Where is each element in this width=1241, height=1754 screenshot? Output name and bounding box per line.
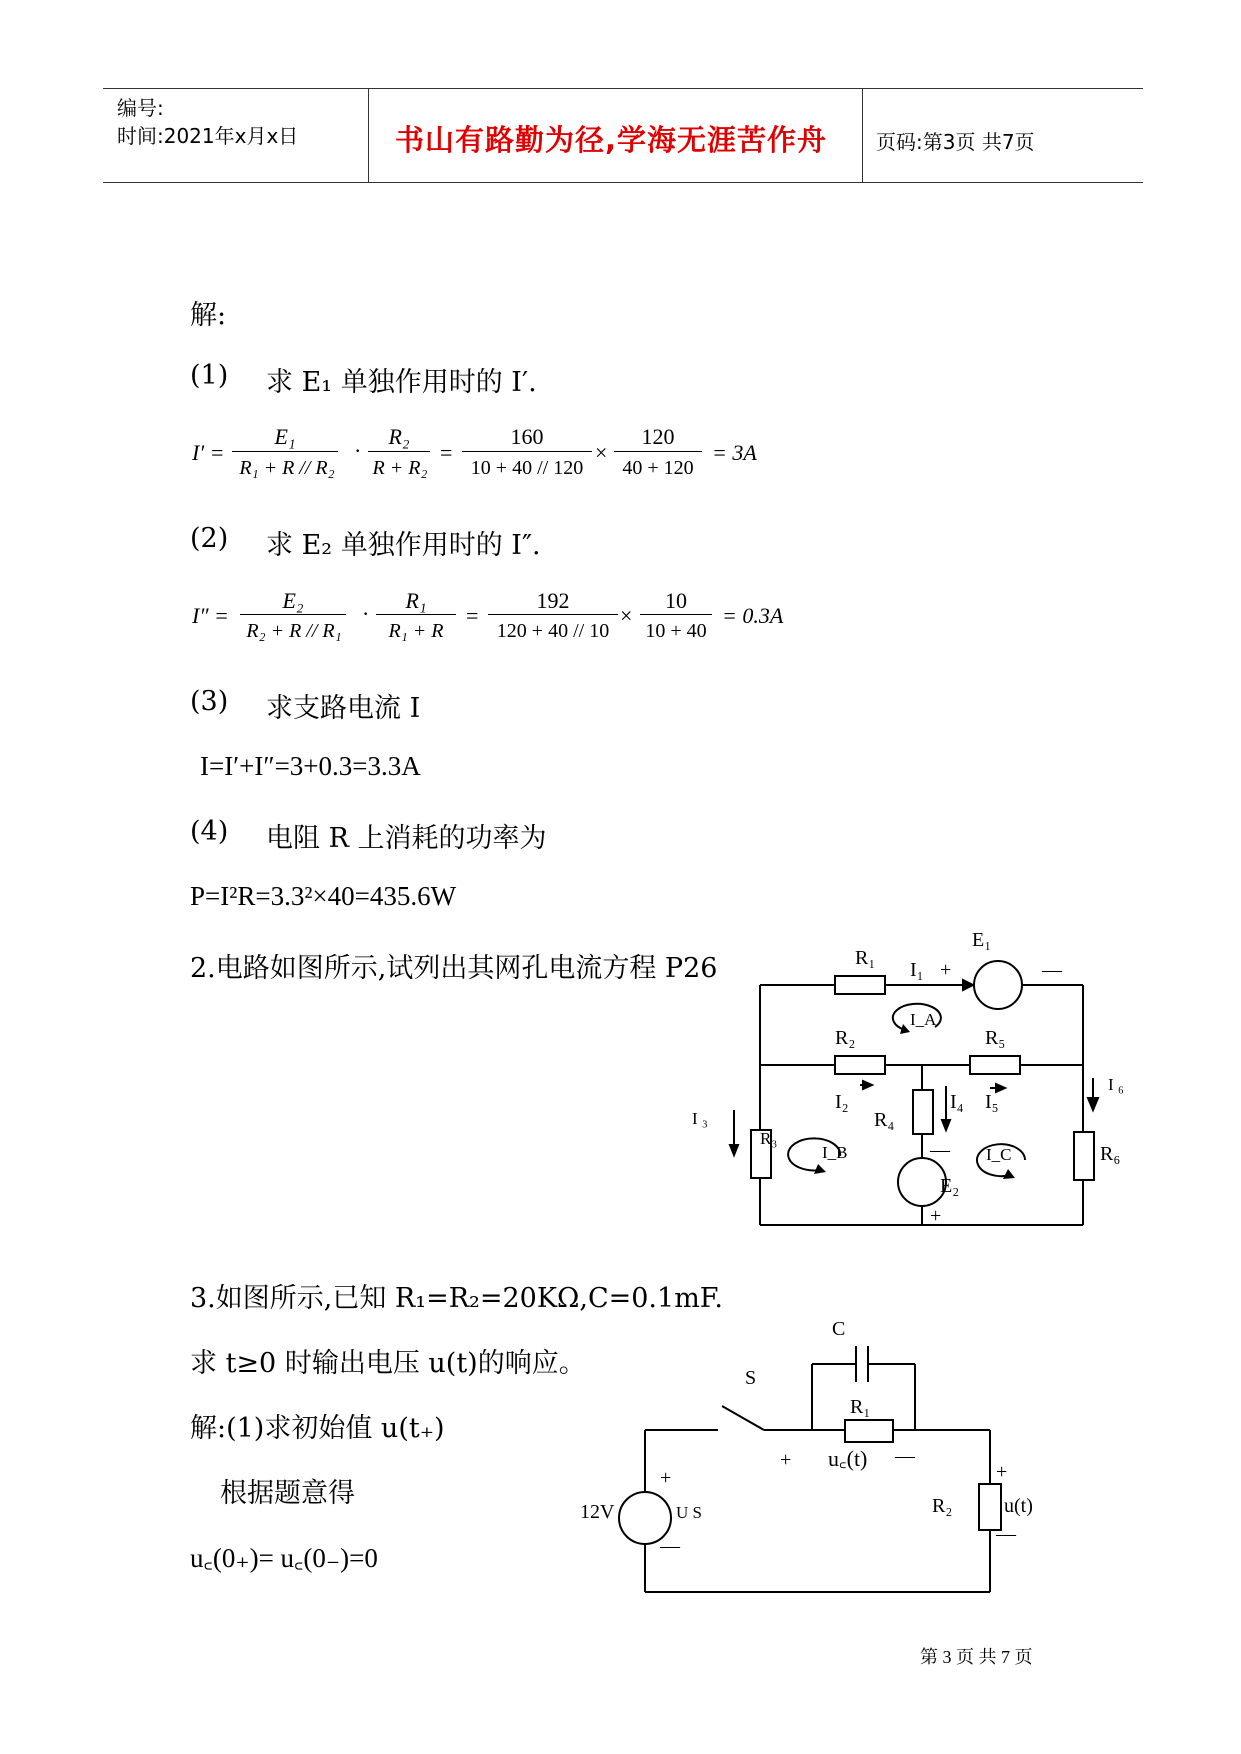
solution-line: 解:(1)求初始值 u(t₊): [190, 1413, 445, 1444]
formula-denominator: 40 + 120: [622, 457, 694, 479]
fraction-bar: [368, 451, 430, 452]
header-bottom-rule: [103, 182, 1143, 183]
formula-denominator: R₁ + R: [388, 620, 444, 642]
step-number: (1): [190, 360, 229, 391]
label-plus: +: [940, 959, 952, 981]
step-text: 求 E₂ 单独作用时的 I″.: [266, 530, 541, 561]
formula-denominator: R + R₂: [372, 457, 428, 479]
formula-denominator: R₂ + R // R₁: [246, 620, 342, 642]
label-IB: I_B: [822, 1143, 848, 1162]
formula-denominator: 120 + 40 // 10: [496, 620, 610, 642]
header-top-rule: [103, 88, 1143, 89]
formula-result: = 0.3A: [722, 603, 784, 628]
label-E2: E₂: [940, 1175, 960, 1197]
header-divider: [368, 88, 369, 182]
label-R3: R₃: [760, 1129, 778, 1148]
label-ut: u(t): [1004, 1495, 1033, 1517]
equals-sign: =: [440, 440, 453, 465]
formula-result: = 3A: [712, 440, 757, 465]
formula-numerator: E₁: [274, 424, 296, 449]
label-minus: —: [996, 1523, 1016, 1545]
formula-lhs: I′ =: [192, 440, 225, 465]
rc-circuit-diagram: [570, 1310, 1033, 1600]
label-minus: —: [895, 1445, 915, 1467]
header-motto: 书山有路勤为径,学海无涯苦作舟: [395, 123, 828, 157]
label-I4: I₄: [950, 1091, 964, 1113]
formula-lhs: I″ =: [192, 603, 229, 628]
label-R4: R₄: [874, 1109, 895, 1131]
label-Us: U S: [676, 1503, 702, 1522]
label-R5: R₅: [985, 1027, 1006, 1049]
solution-line: 根据题意得: [220, 1478, 355, 1509]
doc-number-label: 编号:: [117, 96, 164, 120]
step-text: 求 E₁ 单独作用时的 I′.: [266, 367, 537, 398]
formula-numerator: R₁: [405, 588, 427, 613]
question-3-sub: 求 t≥0 时输出电压 u(t)的响应。: [190, 1348, 586, 1379]
formula-numerator: 160: [510, 424, 544, 449]
label-12V: 12V: [580, 1501, 615, 1523]
formula-denominator: R₁ + R // R₂: [239, 457, 335, 479]
label-uc: u꜀(t): [828, 1446, 868, 1471]
question-2: 2.电路如图所示,试列出其网孔电流方程 P26: [190, 953, 718, 984]
step-text: 电阻 R 上消耗的功率为: [266, 823, 547, 854]
label-C: C: [832, 1318, 846, 1340]
fraction-bar: [488, 614, 618, 615]
page-code: 页码:第3页 共7页: [876, 130, 1035, 154]
label-IA: I_A: [910, 1010, 937, 1029]
equation-current: I=I′+I″=3+0.3=3.3A: [200, 751, 421, 781]
label-minus: —: [930, 1139, 950, 1161]
step-text: 求支路电流 I: [266, 693, 421, 724]
question-3: 3.如图所示,已知 R₁=R₂=20KΩ,C=0.1mF.: [190, 1283, 723, 1314]
fraction-bar: [376, 614, 456, 615]
label-plus: +: [996, 1461, 1008, 1483]
multiply-dot: ·: [354, 438, 362, 463]
formula-numerator: 192: [536, 588, 570, 613]
times-sign: ×: [595, 440, 608, 465]
multiply-dot: ·: [362, 601, 370, 626]
label-R6: R₆: [1100, 1143, 1121, 1165]
label-E1: E₁: [972, 929, 992, 951]
times-sign: ×: [620, 603, 633, 628]
doc-time-label: 时间:2021年x月x日: [117, 124, 299, 148]
label-R2: R₂: [932, 1495, 953, 1517]
formula-denominator: 10 + 40 // 120: [470, 457, 584, 479]
label-plus: +: [930, 1205, 942, 1227]
header-divider: [862, 88, 863, 182]
fraction-bar: [640, 614, 712, 615]
label-IC: I_C: [986, 1145, 1012, 1164]
solution-label: 解:: [190, 300, 227, 331]
fraction-bar: [462, 451, 592, 452]
equals-sign: =: [466, 603, 479, 628]
label-minus: —: [1042, 959, 1062, 981]
label-plus: +: [660, 1467, 672, 1489]
solution-line: u꜀(0₊)= u꜀(0₋)=0: [190, 1543, 378, 1573]
fraction-bar: [614, 451, 702, 452]
fraction-bar: [240, 614, 346, 615]
mesh-circuit-diagram: [680, 920, 1124, 1240]
label-I6: I ₆: [1108, 1075, 1124, 1094]
formula-numerator: 10: [665, 588, 687, 613]
page-footer: 第 3 页 共 7 页: [920, 1647, 1033, 1667]
label-I2: I₂: [835, 1091, 849, 1113]
label-I3: I ₃: [692, 1109, 708, 1128]
fraction-bar: [232, 451, 338, 452]
step-number: (2): [190, 523, 229, 554]
label-R1: R₁: [855, 947, 876, 969]
label-minus: —: [660, 1535, 680, 1557]
label-I1: I₁: [910, 959, 924, 981]
label-I5: I₅: [985, 1091, 999, 1113]
label-S: S: [745, 1367, 757, 1389]
formula-numerator: E₂: [282, 588, 304, 613]
formula-numerator: 120: [641, 424, 675, 449]
step-number: (4): [190, 816, 229, 847]
label-R2: R₂: [835, 1027, 856, 1049]
label-plus: +: [780, 1449, 792, 1471]
formula-denominator: 10 + 40: [645, 620, 707, 642]
equation-power: P=I²R=3.3²×40=435.6W: [190, 881, 457, 911]
step-number: (3): [190, 686, 229, 717]
formula-numerator: R₂: [388, 424, 410, 449]
label-R1: R₁: [850, 1396, 871, 1418]
